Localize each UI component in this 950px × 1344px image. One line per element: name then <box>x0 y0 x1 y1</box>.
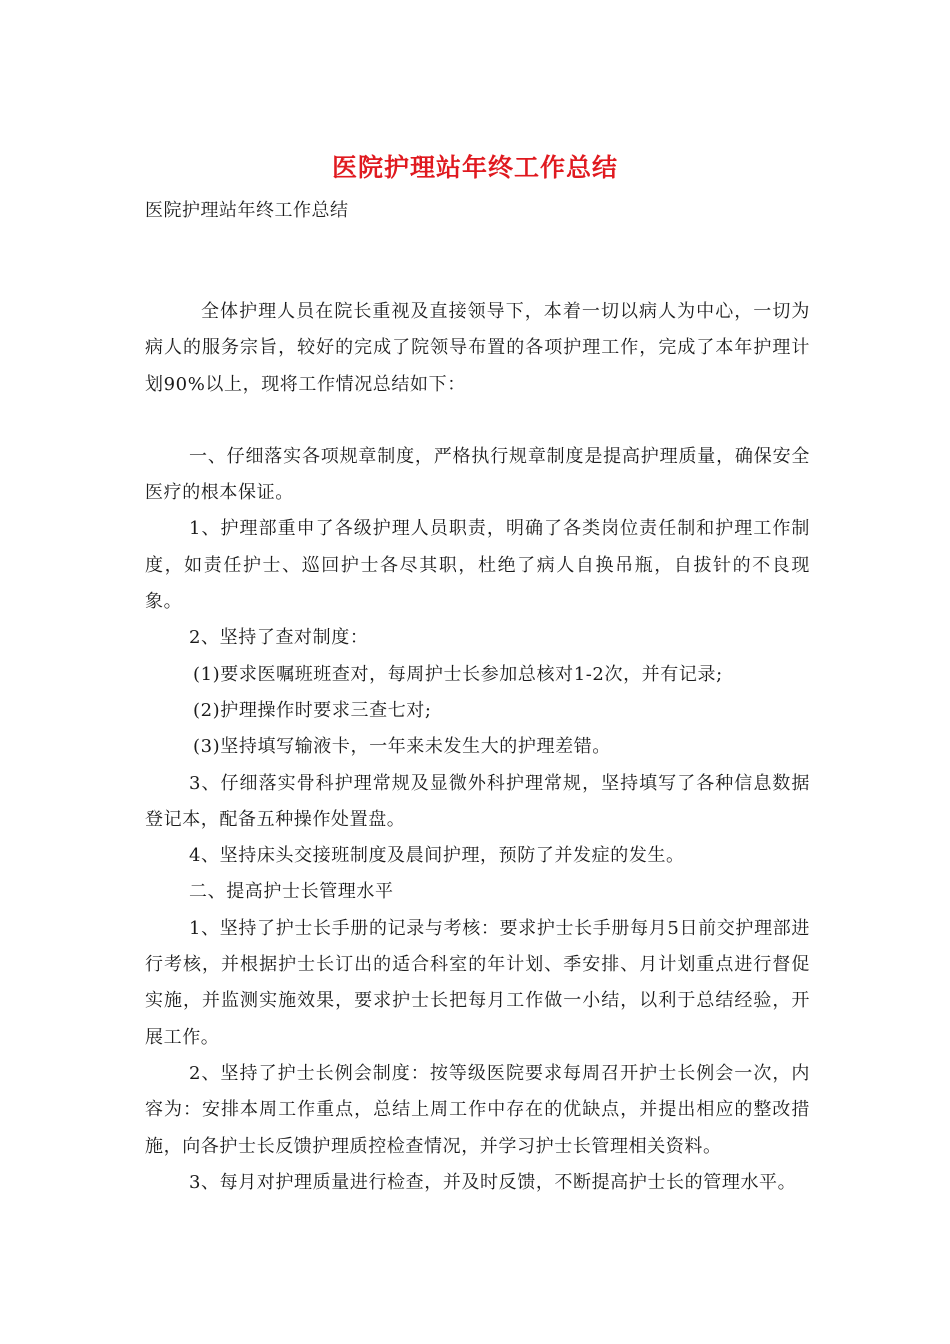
section-1-item-2-b: (2)护理操作时要求三查七对; <box>193 699 432 721</box>
section-1-item-2: 2、坚持了查对制度： <box>189 627 369 649</box>
section-2-item-2: 2、坚持了护士长例会制度：按等级医院要求每周召开护士长例会一次，内容为：安排本周工作重点，总结上周工作中存在的优缺点，并提出相应的整改措施，向各护士长反馈护理质控检查情况，并学习护士长管理相关资料。 <box>145 1062 810 1157</box>
section-1-item-2-a: (1)要求医嘱班班查对，每周护士长参加总核对1-2次，并有记录; <box>193 663 723 685</box>
section-1-item-4: 4、坚持床头交接班制度及晨间护理，预防了并发症的发生。 <box>189 845 685 867</box>
paragraph-spacer <box>145 403 810 439</box>
document-subtitle: 医院护理站年终工作总结 <box>145 200 349 221</box>
section-1-item-3: 3、仔细落实骨科护理常规及显微外科护理常规，坚持填写了各种信息数据登记本，配备五种操作处置盘。 <box>145 772 810 830</box>
document-title: 医院护理站年终工作总结 <box>331 153 618 182</box>
document-body <box>145 294 810 1201</box>
section-1-item-2-c: (3)坚持填写输液卡，一年来未发生大的护理差错。 <box>193 736 611 758</box>
section-1-heading: 一、仔细落实各项规章制度，严格执行规章制度是提高护理质量，确保安全医疗的根本保证。 <box>145 445 810 504</box>
section-2-heading: 二、提高护士长管理水平 <box>189 881 394 903</box>
intro-paragraph: 全体护理人员在院长重视及直接领导下，本着一切以病人为中心，一切为病人的服务宗旨，较好的完成了院领导布置的各项护理工作，完成了本年护理计划90%以上，现将工作情况总结如下： <box>145 301 810 395</box>
section-1-item-1: 1、护理部重申了各级护理人员职责，明确了各类岗位责任制和护理工作制度，如责任护士、巡回护士各尽其职，杜绝了病人自换吊瓶，自拔针的不良现象。 <box>145 518 810 613</box>
section-2-item-3: 3、每月对护理质量进行检查，并及时反馈，不断提高护士长的管理水平。 <box>189 1171 797 1193</box>
section-2-item-1: 1、坚持了护士长手册的记录与考核：要求护士长手册每月5日前交护理部进行考核，并根据护士长订出的适合科室的年计划、季安排、月计划重点进行督促实施，并监测实施效果，要求护士长把每月工作做一小结，以利于总结经验，开展工作。 <box>145 917 810 1048</box>
